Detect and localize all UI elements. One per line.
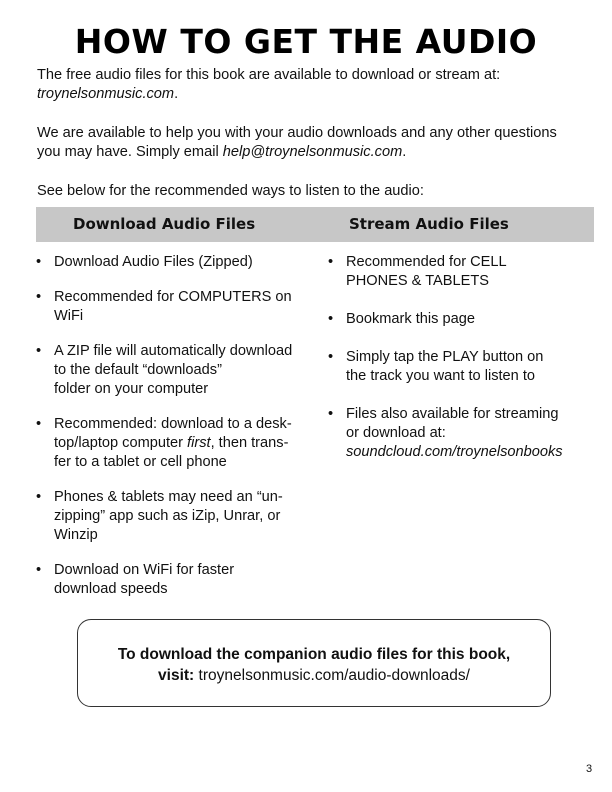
bullet-icon: • xyxy=(36,416,42,432)
intro-help-period: . xyxy=(402,144,407,160)
page-number: 3 xyxy=(586,763,593,775)
soundcloud-link[interactable]: soundcloud.com/troynelsonbooks xyxy=(346,444,563,460)
stream-column-header: Stream Audio Files xyxy=(349,215,509,233)
download-column-header: Download Audio Files xyxy=(73,215,256,233)
list-item: • Recommended for COMPUTERS on WiFi xyxy=(36,289,292,324)
list-item: • Simply tap the PLAY button on the track you want to listen to xyxy=(328,349,544,384)
bullet-icon: • xyxy=(36,254,42,270)
list-item: • Download Audio Files (Zipped) xyxy=(36,254,253,270)
list-item: • Download on WiFi for faster download speeds xyxy=(36,562,235,597)
intro-paragraph-help xyxy=(37,124,577,162)
audio-downloads-link[interactable]: troynelsonmusic.com/audio-downloads/ xyxy=(198,667,470,684)
bullet-icon: • xyxy=(36,562,42,578)
list-item: • Recommended: download to a desk- top/laptop computer first, then trans- fer to a tablet or cell phone xyxy=(36,416,292,470)
intro-help-text: We are available to help you with your audio downloads and any other questions you may have. Simply email xyxy=(37,125,557,160)
bullet-icon: • xyxy=(36,289,42,305)
list-item: • Files also available for streaming or download at: soundcloud.com/troynelsonbooks xyxy=(328,406,563,460)
download-callout-box xyxy=(77,619,551,707)
intro-paragraph-recommended: See below for the recommended ways to listen to the audio: xyxy=(37,183,424,199)
bullet-icon: • xyxy=(328,349,334,365)
callout-visit-label: visit: xyxy=(158,667,195,684)
intro-availability-text: The free audio files for this book are available to download or stream at: xyxy=(37,67,501,83)
list-item: • Recommended for CELL PHONES & TABLETS xyxy=(328,254,507,289)
intro-paragraph-availability xyxy=(37,66,577,104)
list-item: • Phones & tablets may need an “un- zipping” app such as iZip, Unrar, or Winzip xyxy=(36,489,283,543)
website-link[interactable]: troynelsonmusic.com xyxy=(37,86,175,102)
bullet-icon: • xyxy=(328,254,334,270)
bullet-icon: • xyxy=(328,406,334,422)
list-item: • Bookmark this page xyxy=(328,311,475,327)
page-title: HOW TO GET THE AUDIO xyxy=(74,22,538,61)
bullet-icon: • xyxy=(36,489,42,505)
bullet-icon: • xyxy=(36,343,42,359)
callout-heading: To download the companion audio files for this book, xyxy=(117,646,511,663)
stream-instructions-list xyxy=(328,253,598,481)
bullet-icon: • xyxy=(328,311,334,327)
intro-availability-period: . xyxy=(174,86,179,102)
list-item: • A ZIP file will automatically download to the default “downloads” folder on your computer xyxy=(36,343,293,397)
help-email-link[interactable]: help@troynelsonmusic.com xyxy=(222,144,403,160)
download-instructions-list xyxy=(36,253,316,615)
